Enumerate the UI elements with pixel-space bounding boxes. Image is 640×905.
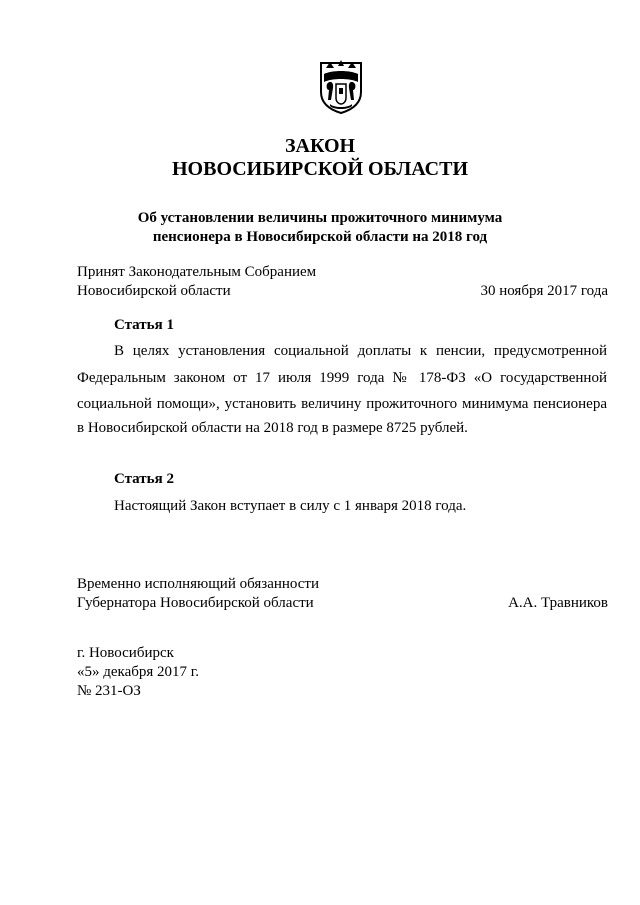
- adopted-by-line2: Новосибирской области: [77, 283, 231, 299]
- article-2-text: Настоящий Закон вступает в силу с 1 января 2018 года.: [114, 498, 467, 514]
- article-1-line: в Новосибирской области на 2018 год в размере 8725 рублей.: [77, 420, 468, 436]
- law-subject-line2: пенсионера в Новосибирской области на 2018 год: [152, 229, 488, 245]
- article-1-line: социальной помощи», установить величину прожиточного минимума пенсионера: [77, 396, 607, 412]
- signatory-name: А.А. Травников: [508, 595, 608, 611]
- signatory-position-line2: Губернатора Новосибирской области: [77, 595, 314, 611]
- law-subject-line1: Об установлении величины прожиточного минимума: [137, 210, 503, 226]
- law-number: № 231-ОЗ: [77, 683, 141, 699]
- coat-of-arms-emblem: [318, 60, 364, 114]
- signing-date: «5» декабря 2017 г.: [77, 664, 199, 680]
- law-title: ЗАКОН: [284, 135, 356, 157]
- signatory-position-line1: Временно исполняющий обязанности: [77, 576, 320, 592]
- adopted-by-line1: Принят Законодательным Собранием: [77, 264, 317, 280]
- signing-place: г. Новосибирск: [77, 645, 174, 661]
- article-1-line: Федеральным законом от 17 июля 1999 года № 178-ФЗ «О государственной: [77, 370, 607, 386]
- law-region-title: НОВОСИБИРСКОЙ ОБЛАСТИ: [171, 158, 469, 180]
- article-1-line: В целях установления социальной доплаты к пенсии, предусмотренной: [114, 343, 607, 359]
- adoption-date: 30 ноября 2017 года: [480, 283, 608, 299]
- article-2-heading: Статья 2: [114, 471, 174, 487]
- article-1-heading: Статья 1: [114, 317, 174, 333]
